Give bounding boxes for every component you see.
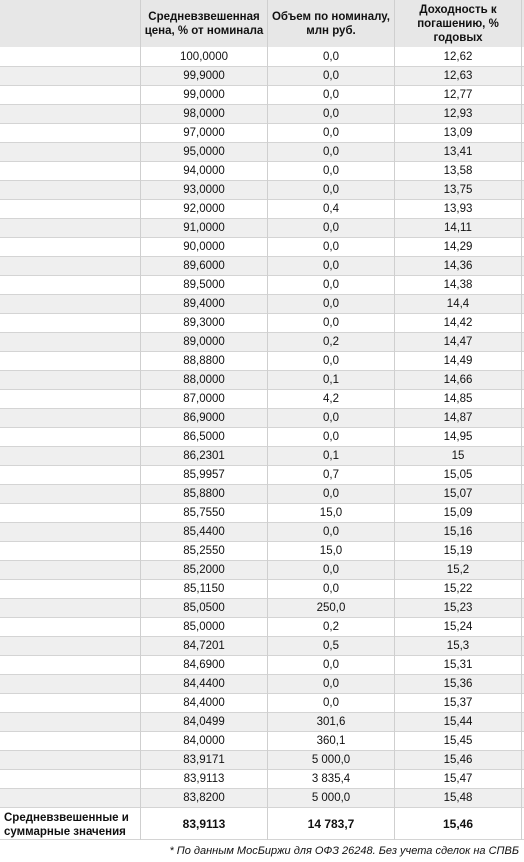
yield-cell: 15,09 (443, 507, 473, 519)
total-volume: 14 783,7 (307, 817, 355, 831)
yield-cell: 13,41 (443, 146, 473, 158)
table-row (0, 181, 524, 200)
volume-cell: 3 835,4 (311, 773, 351, 785)
volume-cell: 360,1 (316, 735, 346, 747)
table-row (0, 713, 524, 732)
table-row (0, 219, 524, 238)
price-cell: 91,0000 (183, 222, 225, 234)
price-cell: 84,6900 (183, 659, 225, 671)
table-row (0, 314, 524, 333)
volume-cell: 0,0 (323, 70, 339, 82)
yield-cell: 15,07 (443, 488, 473, 500)
yield-cell: 14,11 (444, 222, 472, 234)
yield-cell: 15,19 (443, 545, 473, 557)
price-cell: 89,5000 (183, 279, 225, 291)
price-cell: 86,2301 (183, 450, 225, 462)
volume-cell: 0,0 (323, 412, 339, 424)
yield-cell: 15,44 (443, 716, 473, 728)
price-cell: 83,9171 (183, 754, 225, 766)
yield-cell: 15,47 (443, 773, 473, 785)
yield-cell: 13,58 (443, 165, 473, 177)
header-empty-cell (0, 0, 140, 47)
price-cell: 85,9957 (183, 469, 225, 481)
volume-cell: 0,0 (323, 355, 339, 367)
price-cell: 85,2550 (183, 545, 225, 557)
price-cell: 88,0000 (183, 374, 225, 386)
price-cell: 89,4000 (183, 298, 225, 310)
price-cell: 99,0000 (183, 89, 225, 101)
yield-cell: 12,93 (443, 108, 473, 120)
volume-cell: 0,0 (323, 583, 339, 595)
yield-cell: 13,93 (443, 203, 473, 215)
price-cell: 83,8200 (183, 792, 225, 804)
volume-cell: 0,0 (323, 659, 339, 671)
table-row (0, 770, 524, 789)
price-cell: 89,3000 (183, 317, 225, 329)
volume-cell: 0,0 (323, 317, 339, 329)
volume-cell: 0,0 (323, 108, 339, 120)
yield-cell: 14,36 (443, 260, 473, 272)
price-cell: 92,0000 (183, 203, 225, 215)
table-row (0, 257, 524, 276)
table-row (0, 276, 524, 295)
price-cell: 86,9000 (183, 412, 225, 424)
price-cell: 95,0000 (183, 146, 225, 158)
column-divider (140, 0, 141, 840)
volume-cell: 0,0 (323, 697, 339, 709)
yield-cell: 12,77 (443, 89, 473, 101)
table-header (0, 0, 524, 47)
volume-cell: 15,0 (319, 507, 343, 519)
header-volume: Объем по номиналу, млн руб. (271, 10, 390, 37)
table-row (0, 694, 524, 713)
volume-cell: 0,0 (323, 526, 339, 538)
volume-cell: 0,0 (323, 431, 339, 443)
table-row (0, 599, 524, 618)
price-cell: 87,0000 (183, 393, 225, 405)
price-cell: 84,0000 (183, 735, 225, 747)
price-cell: 85,1150 (183, 583, 225, 595)
yield-cell: 15,23 (443, 602, 473, 614)
table-row (0, 561, 524, 580)
yield-cell: 15,48 (443, 792, 473, 804)
volume-cell: 0,0 (323, 488, 339, 500)
volume-cell: 0,0 (323, 298, 339, 310)
volume-cell: 0,0 (323, 678, 339, 690)
volume-cell: 0,0 (323, 241, 339, 253)
table-row (0, 162, 524, 181)
volume-cell: 0,0 (323, 222, 339, 234)
table-row (0, 124, 524, 143)
price-cell: 90,0000 (183, 241, 225, 253)
table-row (0, 751, 524, 770)
yield-cell: 15,46 (443, 754, 473, 766)
yield-cell: 14,38 (443, 279, 473, 291)
table-row (0, 656, 524, 675)
volume-cell: 5 000,0 (311, 754, 351, 766)
total-row (0, 808, 524, 840)
price-cell: 89,6000 (183, 260, 225, 272)
yield-cell: 15 (451, 450, 465, 462)
table-row (0, 371, 524, 390)
yield-cell: 15,05 (443, 469, 473, 481)
yield-cell: 15,22 (443, 583, 473, 595)
table-row (0, 86, 524, 105)
table-row (0, 143, 524, 162)
volume-cell: 0,4 (323, 203, 339, 215)
price-cell: 88,8800 (183, 355, 225, 367)
yield-cell: 15,36 (443, 678, 473, 690)
volume-cell: 301,6 (316, 716, 346, 728)
yield-cell: 15,24 (443, 621, 473, 633)
volume-cell: 0,0 (323, 564, 339, 576)
yield-cell: 14,42 (443, 317, 473, 329)
table-row (0, 428, 524, 447)
volume-cell: 250,0 (316, 602, 346, 614)
column-divider (267, 0, 268, 840)
table-row (0, 637, 524, 656)
total-label: Средневзвешенные и суммарные значения (4, 812, 129, 838)
table-row (0, 580, 524, 599)
price-cell: 84,4000 (183, 697, 225, 709)
price-cell: 86,5000 (183, 431, 225, 443)
volume-cell: 0,0 (323, 279, 339, 291)
table-row (0, 485, 524, 504)
table-row (0, 618, 524, 637)
yield-cell: 14,66 (443, 374, 473, 386)
yield-cell: 13,09 (443, 127, 473, 139)
price-cell: 94,0000 (183, 165, 225, 177)
table-row (0, 466, 524, 485)
footnote: * По данным МосБиржи для ОФЗ 26248. Без учета сделок на СПВБ (169, 845, 519, 857)
table-row (0, 48, 524, 67)
table-row (0, 200, 524, 219)
volume-cell: 0,5 (323, 640, 339, 652)
volume-cell: 0,0 (323, 165, 339, 177)
table-row (0, 295, 524, 314)
yield-cell: 15,2 (446, 564, 470, 576)
price-cell: 84,7201 (183, 640, 225, 652)
price-cell: 89,0000 (183, 336, 225, 348)
table-row (0, 789, 524, 808)
table-row (0, 732, 524, 751)
volume-cell: 0,1 (323, 450, 339, 462)
volume-cell: 0,0 (323, 127, 339, 139)
volume-cell: 0,0 (323, 51, 339, 63)
yield-cell: 12,62 (443, 51, 473, 63)
column-divider (521, 0, 522, 840)
yield-cell: 14,85 (443, 393, 473, 405)
price-cell: 98,0000 (183, 108, 225, 120)
table-row (0, 333, 524, 352)
table-row (0, 675, 524, 694)
table-body (0, 48, 524, 808)
price-cell: 83,9113 (183, 773, 225, 785)
yield-cell: 12,63 (443, 70, 473, 82)
table-row (0, 390, 524, 409)
column-divider (394, 0, 395, 840)
price-cell: 85,8800 (183, 488, 225, 500)
volume-cell: 0,7 (323, 469, 339, 481)
volume-cell: 0,0 (323, 184, 339, 196)
price-cell: 93,0000 (183, 184, 225, 196)
yield-cell: 14,95 (443, 431, 473, 443)
table-row (0, 238, 524, 257)
volume-cell: 0,0 (323, 260, 339, 272)
volume-cell: 0,0 (323, 89, 339, 101)
table-row (0, 447, 524, 466)
yield-cell: 14,87 (443, 412, 473, 424)
table-row (0, 67, 524, 86)
volume-cell: 0,0 (323, 146, 339, 158)
yield-cell: 14,4 (446, 298, 470, 310)
price-cell: 97,0000 (183, 127, 225, 139)
header-price: Средневзвешенная цена, % от номинала (144, 10, 264, 37)
volume-cell: 4,2 (323, 393, 339, 405)
volume-cell: 0,1 (323, 374, 339, 386)
table-row (0, 352, 524, 371)
yield-cell: 13,75 (443, 184, 473, 196)
price-cell: 85,4400 (183, 526, 225, 538)
volume-cell: 5 000,0 (311, 792, 351, 804)
total-price: 83,9113 (182, 817, 226, 831)
price-cell: 85,0500 (183, 602, 225, 614)
table-row (0, 409, 524, 428)
price-cell: 85,0000 (183, 621, 225, 633)
total-yield: 15,46 (442, 817, 474, 831)
volume-cell: 0,2 (323, 621, 339, 633)
price-cell: 100,0000 (180, 51, 228, 63)
table-row (0, 542, 524, 561)
table-row (0, 504, 524, 523)
volume-cell: 0,2 (323, 336, 339, 348)
yield-cell: 14,47 (443, 336, 473, 348)
table-row (0, 523, 524, 542)
volume-cell: 15,0 (319, 545, 343, 557)
yield-cell: 14,29 (443, 241, 473, 253)
header-yield: Доходность к погашению, % годовых (417, 3, 499, 44)
yield-cell: 15,16 (443, 526, 473, 538)
yield-cell: 15,37 (443, 697, 473, 709)
price-cell: 84,0499 (183, 716, 225, 728)
price-cell: 85,2000 (183, 564, 225, 576)
price-cell: 99,9000 (183, 70, 225, 82)
price-cell: 85,7550 (183, 507, 225, 519)
yield-cell: 14,49 (443, 355, 473, 367)
yield-cell: 15,31 (443, 659, 473, 671)
price-cell: 84,4400 (183, 678, 225, 690)
table-row (0, 105, 524, 124)
yield-cell: 15,3 (446, 640, 470, 652)
yield-cell: 15,45 (443, 735, 473, 747)
